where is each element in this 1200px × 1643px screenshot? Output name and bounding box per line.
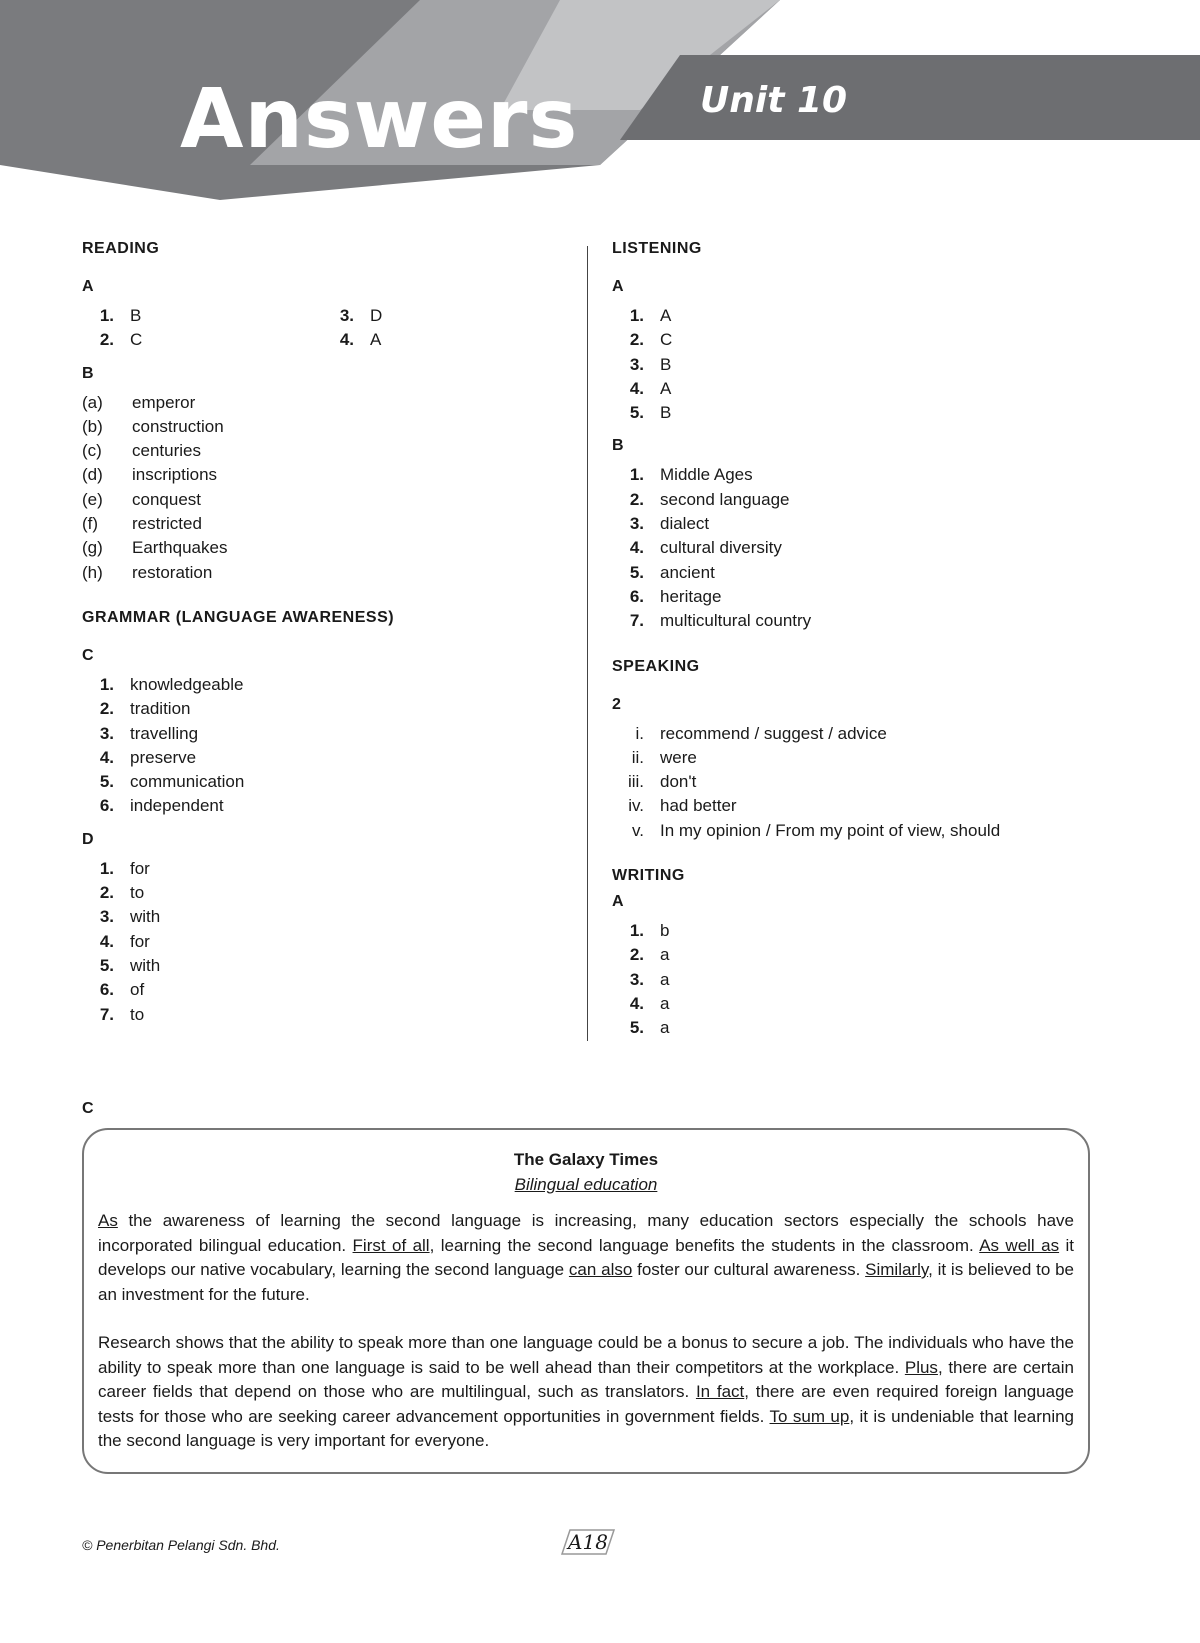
writing-a-list <box>612 919 1112 1040</box>
listening-b-list <box>612 463 1112 633</box>
article-subtitle: Bilingual education <box>514 1174 658 1194</box>
answer-item: 3. B <box>629 354 672 374</box>
answer-item: (f) restricted <box>82 514 202 534</box>
answer-item: (a) emperor <box>82 392 196 412</box>
article-text: foster our cultural awareness. <box>632 1260 866 1279</box>
article-text: , there are certain career fields that depend on those who are multilingual, such as translators. <box>98 1357 1074 1401</box>
answer-item: 1. knowledgeable <box>99 674 244 694</box>
answer-item: 5. a <box>629 1018 670 1038</box>
answer-item: v. In my opinion / From my point of view, should <box>632 820 1001 840</box>
article-text: , it is believed to be an investment for the future. <box>98 1260 1075 1304</box>
answer-item: 1. for <box>99 858 150 878</box>
answer-item: 6. of <box>99 980 145 1000</box>
connector-word: As well as <box>979 1235 1060 1255</box>
answer-item: 3. with <box>99 907 161 927</box>
listening-b-label: B <box>612 437 624 455</box>
answer-item: 2. a <box>629 945 670 965</box>
reading-b-label: B <box>82 364 94 382</box>
answer-item: 3. travelling <box>99 723 199 743</box>
page-title: Answers <box>180 72 579 167</box>
reading-a-row <box>82 304 562 328</box>
answer-item: 4. a <box>629 993 670 1013</box>
listening-heading: LISTENING <box>612 240 702 257</box>
answer-item: 1. Middle Ages <box>629 465 753 485</box>
answer-item: 4. A <box>629 378 672 398</box>
reading-heading: READING <box>82 240 160 257</box>
writing-c-label: C <box>82 1100 94 1117</box>
grammar-d-label: D <box>82 830 94 848</box>
speaking-list <box>612 722 1112 843</box>
answer-item: (e) conquest <box>82 489 201 509</box>
answer-item: 5. ancient <box>629 562 715 582</box>
article-box <box>82 1128 1090 1474</box>
connector-word: As <box>98 1211 118 1230</box>
connector-word: Plus <box>904 1357 938 1377</box>
answer-item: ii. were <box>631 747 697 767</box>
answer-item: 6. heritage <box>629 586 722 606</box>
article-text: the awareness of learning the second language is increasing, many education sectors especially the schools have incorporated bilingual education. <box>98 1211 1074 1255</box>
writing-a-label: A <box>612 893 624 911</box>
listening-a-label: A <box>612 278 624 295</box>
grammar-c-label: C <box>82 646 94 664</box>
answer-item: 2. tradition <box>99 699 191 719</box>
header-banner <box>0 0 1200 205</box>
speaking-heading: SPEAKING <box>612 657 700 675</box>
answer-item: 5. communication <box>99 772 245 792</box>
speaking-label: 2 <box>612 695 621 713</box>
answer-item: 3. D <box>339 306 383 325</box>
answer-item: (b) construction <box>82 416 224 436</box>
article-paragraph-2 <box>98 1331 1074 1454</box>
connector-word: First of all <box>352 1235 430 1255</box>
connector-word: To sum up <box>769 1406 850 1426</box>
answer-item: 2. C <box>99 330 143 350</box>
answer-item: 3. dialect <box>629 514 710 534</box>
grammar-c-list <box>82 673 562 819</box>
answer-item: (d) inscriptions <box>82 465 218 485</box>
answer-item: 7. multicultural country <box>629 611 812 631</box>
answer-item: (g) Earthquakes <box>82 538 228 558</box>
right-column <box>612 240 1112 1041</box>
article-text: it develops our native vocabulary, learning the second language <box>98 1235 1074 1279</box>
grammar-d-list <box>82 857 562 1027</box>
article-text: , there are even required foreign language tests for those who are seeking career advancement opportunities in government fields. <box>98 1382 1074 1426</box>
answer-item: iii. don't <box>627 772 697 792</box>
answer-item: 4. A <box>339 330 382 350</box>
answer-item: 6. independent <box>99 796 224 816</box>
page-number-text: A18 <box>568 1530 608 1554</box>
writing-heading: WRITING <box>612 867 685 885</box>
answer-item: iv. had better <box>628 796 737 816</box>
answer-item: (h) restoration <box>82 562 213 582</box>
column-divider <box>587 246 588 1041</box>
article-title: The Galaxy Times <box>513 1150 659 1169</box>
answer-item: 1. b <box>629 921 670 941</box>
connector-word: In fact <box>695 1382 745 1401</box>
answer-item: 5. with <box>99 955 161 975</box>
article-text: , learning the second language benefits the students in the classroom. <box>429 1235 980 1255</box>
answer-item: 2. to <box>99 883 145 903</box>
page-number <box>560 1528 616 1556</box>
answer-item: (c) centuries <box>82 441 201 461</box>
article-text: , it is undeniable that learning the second language is very important for everyone. <box>98 1406 1075 1450</box>
answer-item: 1. B <box>99 306 142 325</box>
answer-item: 4. cultural diversity <box>629 538 782 558</box>
answer-item: 2. second language <box>629 489 790 509</box>
unit-label: Unit 10 <box>700 80 848 121</box>
reading-a-label: A <box>82 278 94 295</box>
reading-a-row <box>82 328 562 352</box>
answer-item: 4. preserve <box>99 747 197 767</box>
answer-item: 3. a <box>629 969 670 989</box>
copyright: © Penerbitan Pelangi Sdn. Bhd. <box>82 1537 280 1553</box>
answer-item: 1. A <box>629 306 672 325</box>
connector-word: can also <box>568 1260 633 1279</box>
reading-b-list <box>82 391 562 585</box>
answer-item: 5. B <box>629 403 672 423</box>
connector-word: Similarly <box>865 1260 929 1279</box>
grammar-heading: GRAMMAR (LANGUAGE AWARENESS) <box>82 608 395 626</box>
listening-a-list <box>612 304 1112 425</box>
answer-item: 2. C <box>629 330 673 350</box>
article-text: Research shows that the ability to speak more than one language could be a bonus to secure a job. The individuals who have the ability to speak more than one language is said to be well ahead than their competitors at the workplace. <box>98 1333 1074 1377</box>
answer-item: 4. for <box>99 931 150 951</box>
answer-item: i. recommend / suggest / advice <box>635 723 887 743</box>
left-column <box>82 240 562 1027</box>
article-paragraph-1 <box>98 1209 1074 1307</box>
answer-item: 7. to <box>99 1004 145 1024</box>
